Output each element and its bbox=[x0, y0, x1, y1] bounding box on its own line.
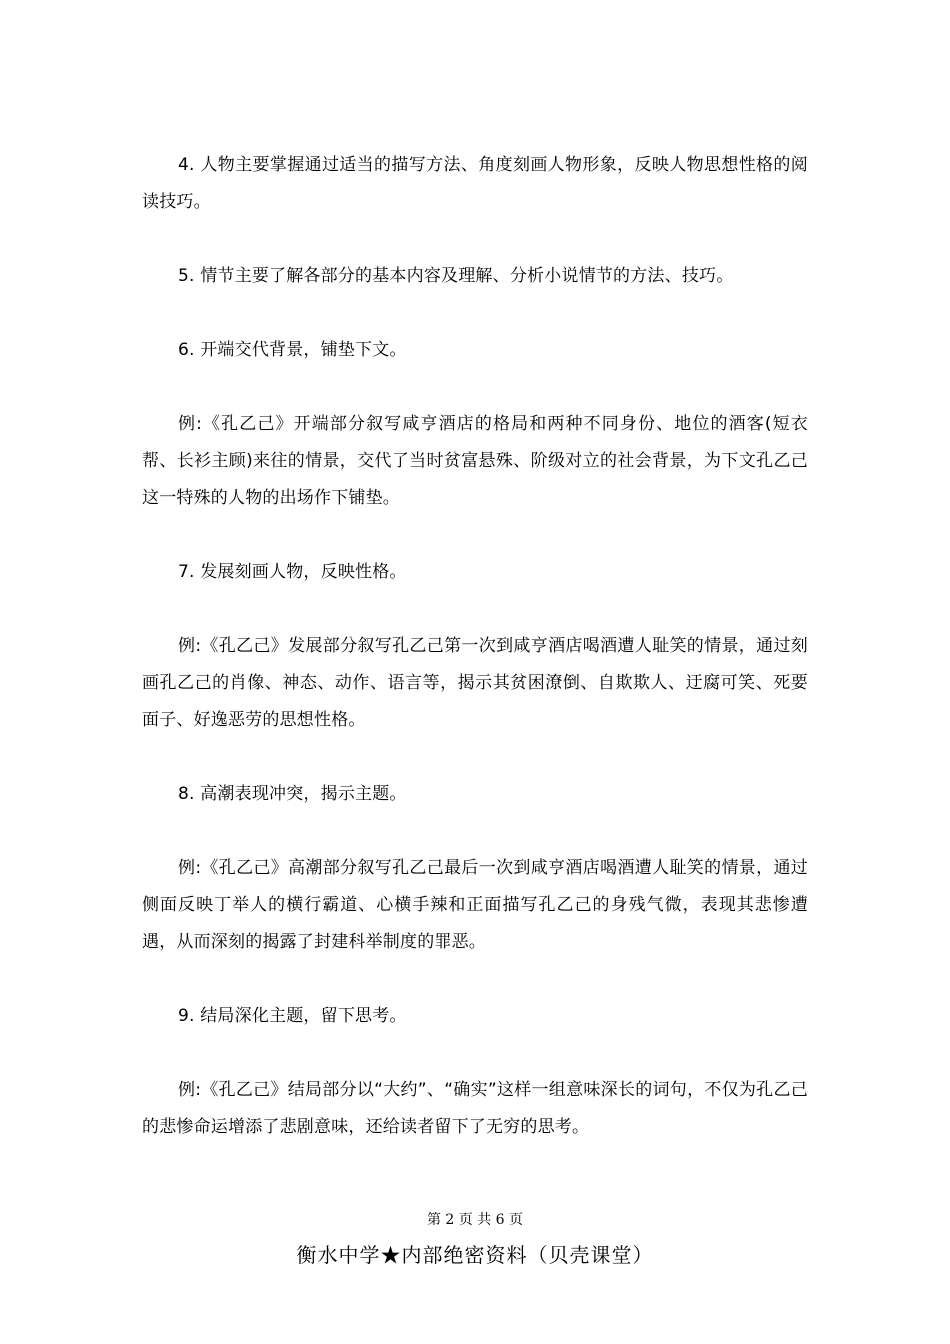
paragraph-item-6: 6. 开端交代背景，铺垫下文。 bbox=[178, 340, 407, 360]
paragraph-example-development: 例:《孔乙己》发展部分叙写孔乙己第一次到咸亨酒店喝酒遭人耻笑的情景，通过刻画孔乙己的肖像、神态、动作、语言等，揭示其贫困潦倒、自欺欺人、迂腐可笑、死要面子、好逸恶劳的思想性格。 bbox=[142, 636, 808, 730]
paragraph-example-climax: 例:《孔乙己》高潮部分叙写孔乙己最后一次到咸亨酒店喝酒遭人耻笑的情景，通过侧面反映丁举人的横行霸道、心横手辣和正面描写孔乙己的身残气微，表现其悲惨遭遇，从而深刻的揭露了封建科举制度的罪恶。 bbox=[142, 858, 808, 952]
page-indicator: 第 2 页 共 6 页 bbox=[426, 1212, 524, 1228]
paragraph-example-ending: 例:《孔乙己》结局部分以“大约”、“确实”这样一组意味深长的词句，不仅为孔乙己的悲惨命运增添了悲剧意味，还给读者留下了无穷的思考。 bbox=[142, 1080, 808, 1137]
document-body bbox=[142, 147, 808, 1146]
paragraph-item-7: 7. 发展刻画人物，反映性格。 bbox=[178, 562, 407, 582]
paragraph-item-5: 5. 情节主要了解各部分的基本内容及理解、分析小说情节的方法、技巧。 bbox=[178, 266, 734, 286]
paragraph-example-opening: 例:《孔乙己》开端部分叙写咸亨酒店的格局和两种不同身份、地位的酒客(短衣帮、长衫主顾)来往的情景，交代了当时贫富悬殊、阶级对立的社会背景，为下文孔乙己这一特殊的人物的出场作下铺垫。 bbox=[142, 414, 808, 508]
paragraph-item-8: 8. 高潮表现冲突，揭示主题。 bbox=[178, 784, 407, 804]
paragraph-item-9: 9. 结局深化主题，留下思考。 bbox=[178, 1006, 407, 1026]
paragraph-item-4: 4. 人物主要掌握通过适当的描写方法、角度刻画人物形象，反映人物思想性格的阅读技巧。 bbox=[142, 155, 808, 212]
footer-brand: 衡水中学★内部绝密资料（贝壳课堂） bbox=[296, 1243, 654, 1267]
